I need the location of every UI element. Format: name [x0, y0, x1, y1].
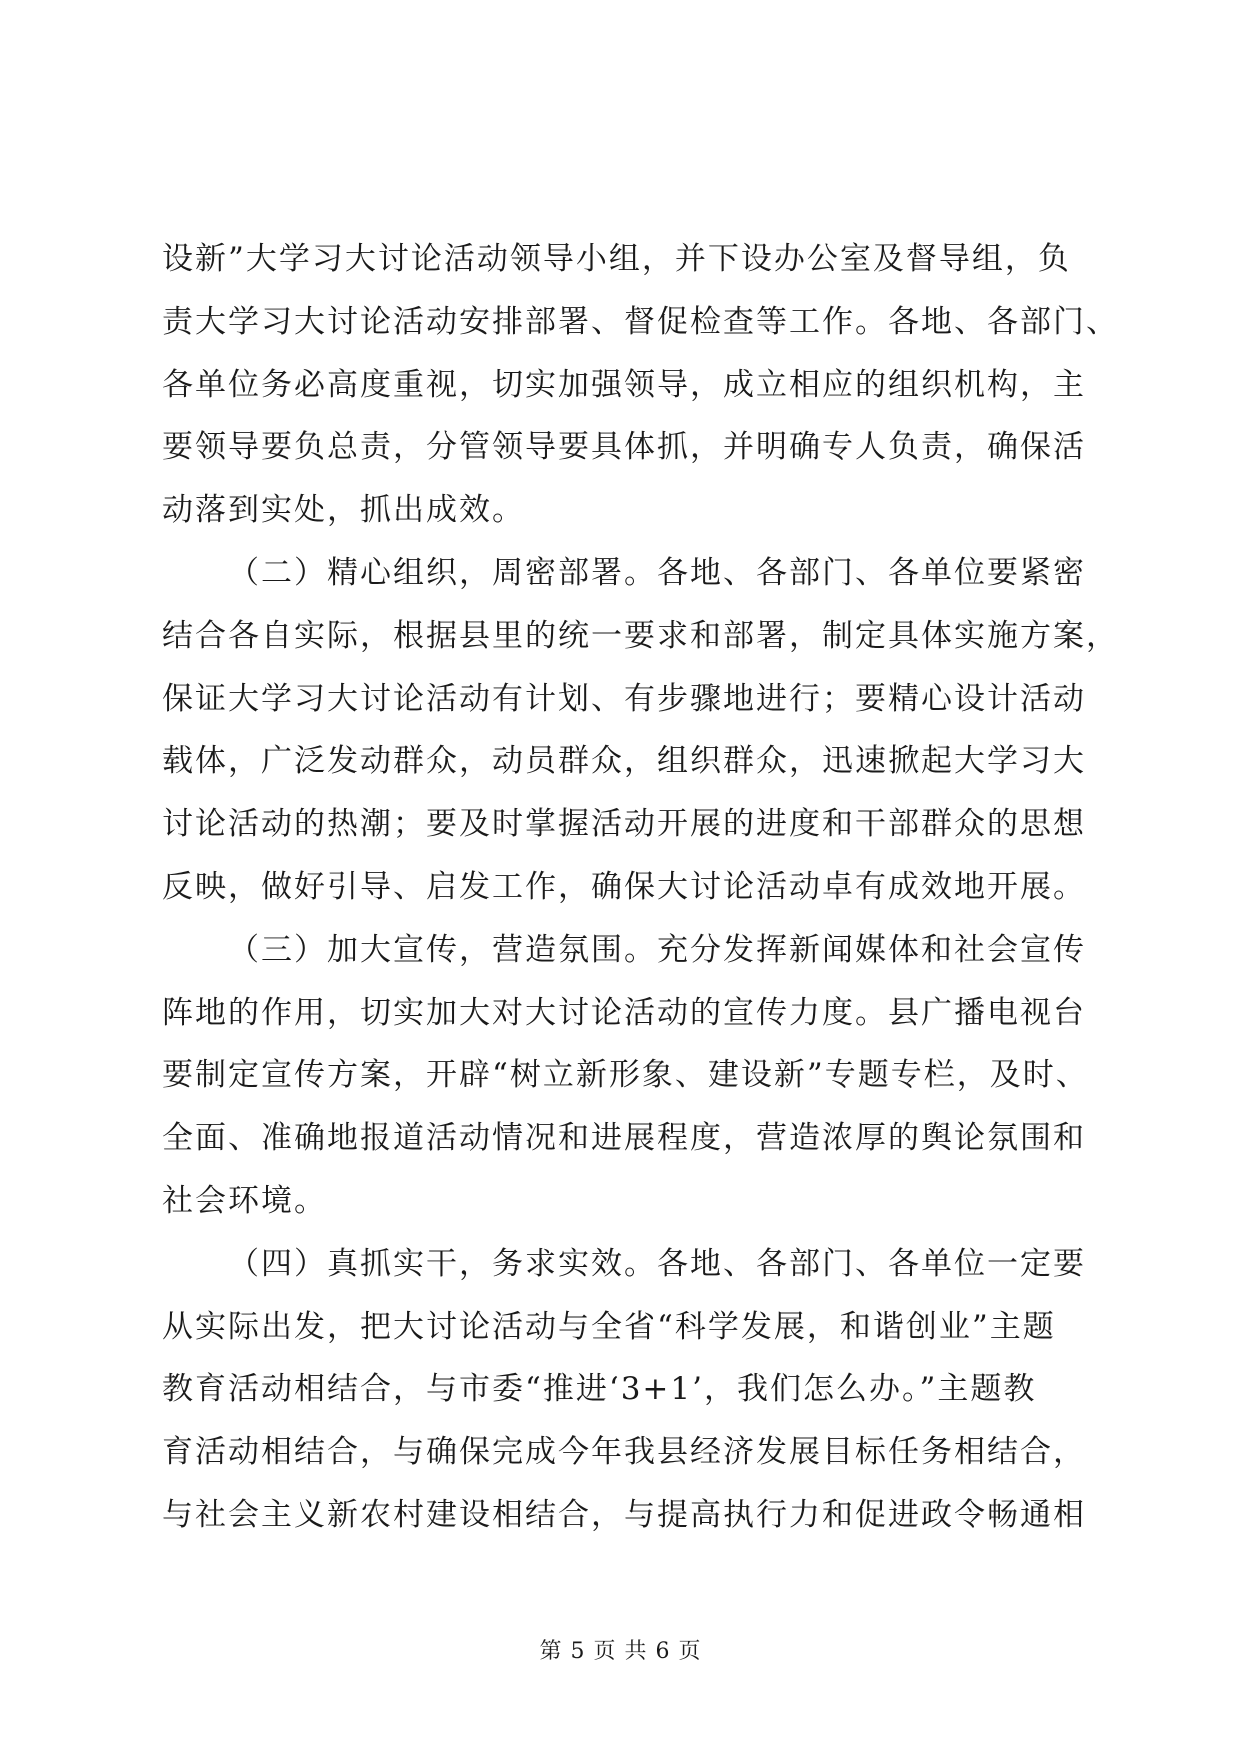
- text-line: （三）加大宣传，营造氛围。充分发挥新闻媒体和社会宣传: [228, 931, 1086, 968]
- document-body: [162, 228, 1119, 1547]
- text-line: 各单位务必高度重视，切实加强领导，成立相应的组织机构，主: [162, 366, 1086, 403]
- text-line: 责大学习大讨论活动安排部署、督促检查等工作。各地、各部门、: [162, 303, 1119, 340]
- paragraph-1: [162, 228, 1119, 542]
- text-line: 教育活动相结合，与市委“推进‘3+1’，我们怎么办。”主题教: [162, 1371, 1037, 1408]
- text-line: 要制定宣传方案，开辟“树立新形象、建设新”专题专栏，及时、: [162, 1057, 1089, 1094]
- text-line: 全面、准确地报道活动情况和进展程度，营造浓厚的舆论氛围和: [162, 1120, 1086, 1157]
- paragraph-2: [162, 542, 1119, 919]
- text-line: 从实际出发，把大讨论活动与全省“科学发展，和谐创业”主题: [162, 1308, 1056, 1345]
- text-line: （四）真抓实干，务求实效。各地、各部门、各单位一定要: [228, 1245, 1086, 1282]
- text-line: 社会环境。: [162, 1182, 327, 1219]
- text-line: 与社会主义新农村建设相结合，与提高执行力和促进政令畅通相: [162, 1496, 1086, 1533]
- text-line: 保证大学习大讨论活动有计划、有步骤地进行；要精心设计活动: [162, 680, 1086, 717]
- text-line: 讨论活动的热潮；要及时掌握活动开展的进度和干部群众的思想: [162, 806, 1086, 843]
- text-line: 育活动相结合，与确保完成今年我县经济发展目标任务相结合，: [162, 1434, 1086, 1471]
- text-line: 载体，广泛发动群众，动员群众，组织群众，迅速掀起大学习大: [162, 743, 1086, 780]
- text-line: 要领导要负总责，分管领导要具体抓，并明确专人负责，确保活: [162, 429, 1086, 466]
- text-line: （二）精心组织，周密部署。各地、各部门、各单位要紧密: [228, 554, 1086, 591]
- text-line: 阵地的作用，切实加大对大讨论活动的宣传力度。县广播电视台: [162, 994, 1086, 1031]
- text-line: 动落到实处，抓出成效。: [162, 492, 525, 529]
- text-line: 反映，做好引导、启发工作，确保大讨论活动卓有成效地开展。: [162, 868, 1086, 905]
- paragraph-4: [162, 1233, 1086, 1547]
- text-line: 设新”大学习大讨论活动领导小组，并下设办公室及督导组，负: [162, 241, 1071, 277]
- text-line: 结合各自实际，根据县里的统一要求和部署，制定具体实施方案，: [162, 617, 1119, 654]
- paragraph-3: [162, 919, 1089, 1233]
- page-number-footer: 第 5 页 共 6 页: [539, 1639, 702, 1664]
